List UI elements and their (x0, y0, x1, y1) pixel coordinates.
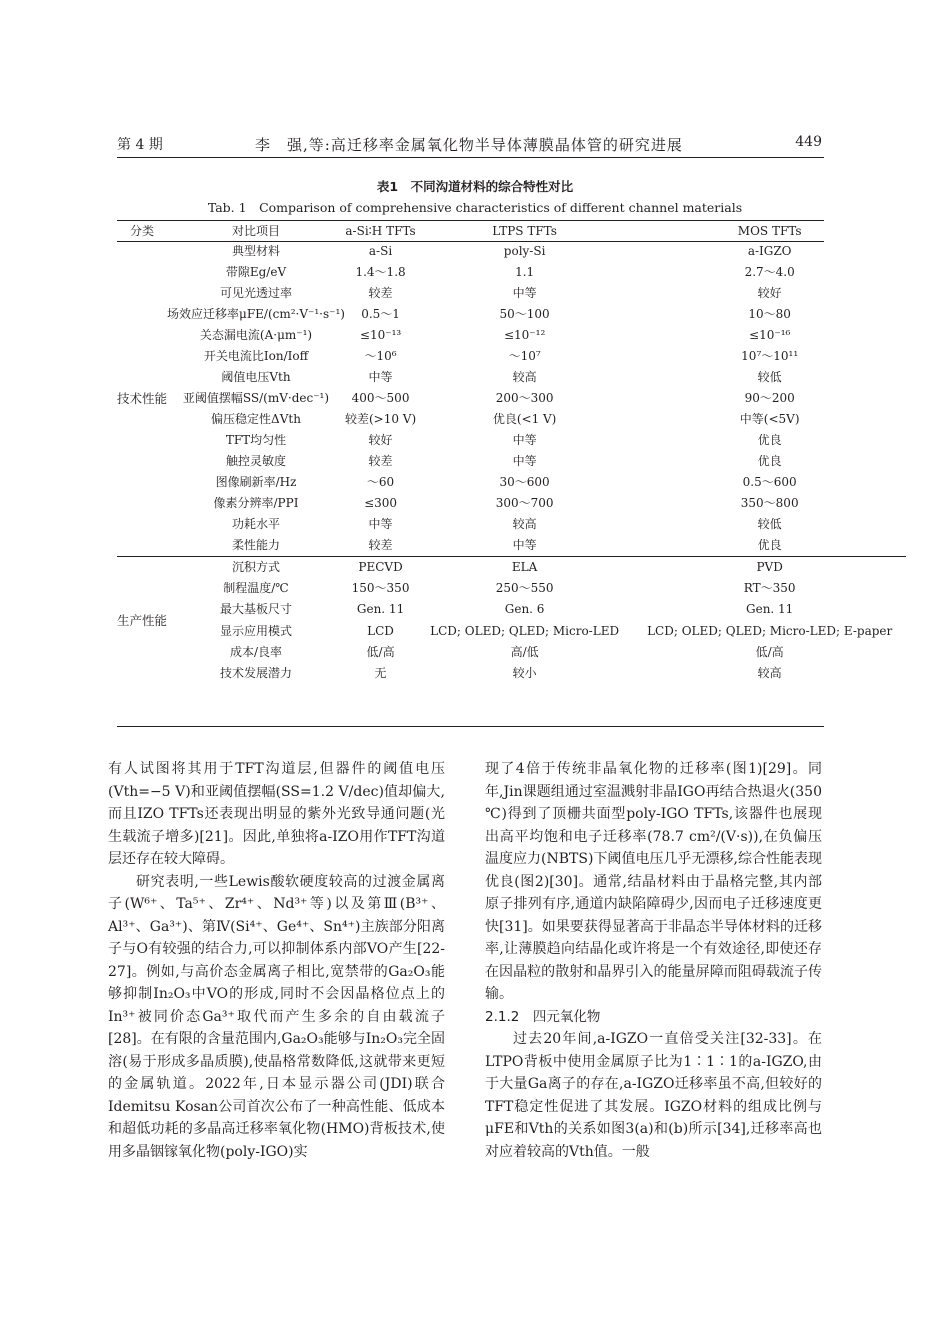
item-label: 阈值电压Vth (221, 370, 291, 384)
table-cell: ≤10⁻¹² (503, 328, 546, 342)
paragraph: 有人试图将其用于TFT沟道层,但器件的阈值电压(Vth=−5 V)和亚阈值摆幅(SS=1.2 V/dec)值却偏大,而且IZO TFTs还表现出明显的紫外光致导通问题(光生载流子增多)[21]。因此,单独将a-IZO用作TFT沟道层还存在较大障碍。 (108, 761, 445, 867)
table-header-row (117, 221, 906, 241)
table-cell: 90～200 (744, 391, 795, 405)
table-cell: PVD (633, 557, 906, 579)
table-row (117, 642, 906, 663)
comparison-table (117, 221, 906, 684)
table-caption-en: Tab. 1 Comparison of comprehensive characteristics of different channel materials (207, 200, 743, 215)
item-label: 显示应用模式 (219, 623, 292, 638)
table-cell: Gen. 6 (504, 602, 545, 616)
col-header: MOS TFTs (737, 224, 802, 238)
item-label: 场效应迁移率μFE/(cm²·V⁻¹·s⁻¹) (167, 307, 345, 321)
item-label: 图像刷新率/Hz (215, 475, 297, 489)
table-cell: 0.5～1 (361, 307, 400, 321)
table-cell: 150～350 (351, 581, 410, 595)
header-issue: 第 4 期 (117, 137, 163, 153)
table-row (117, 493, 906, 514)
header-rule (117, 157, 824, 158)
table-cell: 250～550 (495, 581, 554, 595)
table-row (117, 535, 906, 557)
table-cell: 中等 (512, 433, 537, 447)
section-label: 生产性能 (117, 557, 167, 685)
table-row (117, 620, 906, 642)
table-cell: 较差 (368, 286, 393, 300)
item-label: 典型材料 (231, 244, 280, 258)
table-cell: 30～600 (499, 475, 550, 489)
table-cell: PECVD (345, 557, 416, 579)
table-cell: 300～700 (495, 496, 554, 510)
table-row (117, 514, 906, 535)
table-cell: 优良 (757, 538, 782, 552)
table-cell: 50～100 (499, 307, 550, 321)
table-row (117, 304, 906, 325)
table-head-rule (117, 241, 824, 242)
item-label: 触控灵敏度 (225, 454, 286, 468)
table-row (117, 557, 906, 579)
table-cell: 较差 (368, 538, 393, 552)
table-cell: a-IGZO (747, 244, 792, 258)
table-row (117, 241, 906, 262)
item-label: 功耗水平 (231, 517, 280, 531)
paragraph: 研究表明,一些Lewis酸软硬度较高的过渡金属离子(W⁶⁺、Ta⁵⁺、Zr⁴⁺、Nd³⁺等)以及第Ⅲ(B³⁺、Al³⁺、Ga³⁺)、第Ⅳ(Si⁴⁺、Ge⁴⁺、Sn⁴⁺)主族部分阳离子与O有较强的结合力,可以抑制体系内部VO产生[22-27]。例如,与高价态金属离子相比,宽禁带的Ga₂O₃能够抑制In₂O₃中VO的形成,同时不会因晶格位点上的In³⁺被同价态Ga³⁺取代而产生多余的自由载流子[28]。在有限的含量范围内,Ga₂O₃能够与In₂O₃完全固溶(易于形成多晶质膜),使晶格常数降低,这就带来更短的金属轨道。2022年,日本显示器公司(JDI)联合Idemitsu Kosan公司首次公布了一种高性能、低成本和超低功耗的多晶高迁移率氧化物(HMO)背板技术,使用多晶铟镓氧化物(poly-IGO)实 (108, 873, 445, 1160)
table-cell: 1.1 (515, 265, 535, 279)
header-title: 李 强,等:高迁移率金属氧化物半导体薄膜晶体管的研究进展 (255, 136, 683, 154)
table-cell: 200～300 (495, 391, 554, 405)
table-row (117, 430, 906, 451)
table-cell: 低/高 (755, 645, 784, 659)
table-cell: 10⁷～10¹¹ (741, 349, 799, 363)
table-row (117, 599, 906, 620)
table-cell: 中等 (368, 370, 393, 384)
table-cell: RT～350 (743, 581, 796, 595)
item-label: 成本/良率 (229, 645, 283, 659)
table-cell: LCD (367, 623, 394, 638)
table-row (117, 663, 906, 684)
left-text-column (108, 758, 445, 1163)
table-cell: 较好 (757, 286, 782, 300)
right-text-column (485, 758, 822, 1163)
table-row (117, 472, 906, 493)
table-cell: 低/高 (366, 645, 395, 659)
table-cell: 较低 (757, 517, 782, 531)
item-label: TFT均匀性 (225, 433, 287, 447)
item-label: 技术发展潜力 (219, 666, 292, 680)
table-cell: LCD; OLED; QLED; Micro-LED; E-paper (647, 624, 893, 638)
item-label: 带隙Eg/eV (225, 265, 287, 279)
table-cell: 优良(<1 V) (492, 412, 557, 426)
table-cell: ～10⁷ (508, 349, 541, 363)
table-cell: 较差(>10 V) (344, 412, 417, 426)
col-header: LTPS TFTs (492, 224, 557, 238)
paragraph: 现了4倍于传统非晶氧化物的迁移率(图1)[29]。同年,Jin课题组通过室温溅射非晶IGO再结合热退火(350 ℃)得到了顶栅共面型poly-IGO TFTs,该器件也展现出高平均饱和电子迁移率(78.7 cm²/(V·s)),在负偏压温度应力(NBTS)下阈值电压几乎无漂移,综合性能表现优良(图2)[30]。通常,结晶材料由于晶格完整,其内部原子排列有序,通道内缺陷障碍少,因而电子迁移速度更快[31]。如果要获得显著高于非晶态半导体材料的迁移率,让薄膜趋向结晶化或许将是一个有效途径,即使还存在因晶粒的散射和晶界引入的能量屏障而阻碍载流子传输。 (485, 761, 822, 1002)
item-label: 制程温度/℃ (223, 581, 289, 595)
table-cell: Gen. 11 (356, 602, 405, 616)
table-cell: 中等 (512, 538, 537, 552)
table-cell: 中等 (512, 286, 537, 300)
table-cell: ≤300 (364, 496, 398, 510)
section-heading: 2.1.2 四元氧化物 (485, 1008, 601, 1025)
table-row (117, 451, 906, 472)
item-label: 可见光透过率 (219, 286, 292, 300)
table-caption-cn: 表1 不同沟道材料的综合特性对比 (376, 179, 574, 194)
table-cell: 较高 (757, 666, 782, 680)
table-cell: 优良 (757, 454, 782, 468)
section-label: 技术性能 (117, 391, 168, 406)
item-label: 沉积方式 (167, 557, 345, 579)
table-cell: 较好 (368, 433, 393, 447)
table-cell: 10～80 (748, 307, 791, 321)
table-row (117, 388, 906, 409)
table-cell: 1.4～1.8 (355, 265, 406, 279)
table-cell: 中等 (368, 517, 393, 531)
table-cell: 0.5～600 (742, 475, 797, 489)
header-page-number: 449 (795, 134, 822, 150)
item-label: 关态漏电流(A·μm⁻¹) (199, 328, 313, 342)
table-row (117, 325, 906, 346)
table-cell: poly-Si (503, 244, 546, 258)
col-header: 分类 (130, 224, 155, 238)
item-label: 偏压稳定性ΔVth (211, 412, 301, 426)
table-cell: 较低 (757, 370, 782, 384)
item-label: 柔性能力 (231, 538, 280, 552)
table-cell: 中等(<5V) (739, 412, 800, 426)
col-header: a-Si∶H TFTs (345, 224, 416, 238)
table-cell: 400～500 (351, 391, 410, 405)
table-row (117, 578, 906, 599)
table-cell: 350～800 (740, 496, 799, 510)
table-cell: a-Si (368, 244, 393, 258)
table-row (117, 262, 906, 283)
table-bottom-rule (117, 726, 824, 727)
item-label: 最大基板尺寸 (219, 602, 292, 616)
table-cell: 2.7～4.0 (744, 265, 795, 279)
table-cell: 高/低 (510, 645, 539, 659)
table-cell: LCD; OLED; QLED; Micro-LED (430, 624, 620, 638)
table-cell: ELA (416, 557, 633, 579)
table-cell: 较小 (512, 666, 537, 680)
table-cell: 较高 (512, 370, 537, 384)
table-row (117, 409, 906, 430)
paragraph: 过去20年间,a-IGZO一直倍受关注[32-33]。在LTPO背板中使用金属原子比为1∶1∶1的a-IGZO,由于大量Ga离子的存在,a-IGZO迁移率虽不高,但较好的TFT稳定性促进了其发展。IGZO材料的组成比例与μFE和Vth的关系如图3(a)和(b)所示[34],迁移率高也对应着较高的Vth值。一般 (485, 1031, 822, 1160)
item-label: 像素分辨率/PPI (213, 496, 299, 510)
table-cell: 优良 (757, 433, 782, 447)
item-label: 亚阈值摆幅SS/(mV·dec⁻¹) (182, 391, 330, 405)
table-cell: ～10⁶ (364, 349, 397, 363)
table-row (117, 283, 906, 304)
table-cell: ≤10⁻¹³ (359, 328, 402, 342)
table-cell: 中等 (512, 454, 537, 468)
table-cell: ≤10⁻¹⁶ (749, 328, 791, 342)
table-cell: ～60 (366, 475, 395, 489)
item-label: 开关电流比Ion/Ioff (203, 349, 309, 363)
table-cell: 较高 (512, 517, 537, 531)
table-cell: 较差 (368, 454, 393, 468)
table-row (117, 346, 906, 367)
table-cell: 无 (374, 666, 387, 680)
col-header: 对比项目 (231, 224, 280, 238)
table-row (117, 367, 906, 388)
table-cell: Gen. 11 (746, 602, 794, 616)
